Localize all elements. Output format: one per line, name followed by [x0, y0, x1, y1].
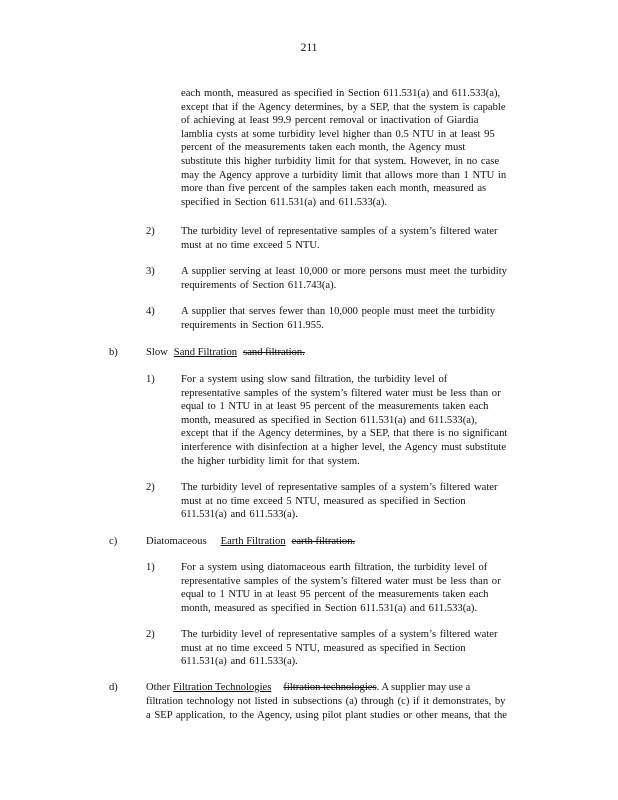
text-line: A supplier serving at least 10,000 or more persons must meet the turbidity [181, 266, 507, 277]
text-line: The turbidity level of representative samples of a system’s filtered water [181, 629, 498, 640]
heading-inserted-text: Sand Filtration [173, 347, 238, 358]
list-item [181, 561, 533, 615]
list-item [181, 225, 533, 252]
text-line: filtration technology not listed in subsections (a) through (c) if it demonstrates, by [146, 696, 506, 707]
section-heading [146, 535, 355, 549]
list-item [181, 373, 533, 468]
text-line: requirements of Section 611.743(a). [181, 279, 337, 291]
section-label: b) [109, 347, 118, 358]
text-line: must at no time exceed 5 NTU. [181, 239, 320, 251]
text-line: equal to 1 NTU in at least 95 percent of the measurements taken each [181, 589, 489, 601]
item-number: 1) [146, 374, 155, 385]
heading-text: Other [146, 682, 171, 693]
text-line: percent of the measurements taken each month, the Agency must [181, 142, 466, 154]
section-heading [146, 346, 305, 360]
section-d-paragraph [146, 695, 533, 722]
text-line: month, measured as specified in Section 611.531(a) and 611.533(a), [181, 414, 478, 426]
item-number: 1) [146, 562, 155, 573]
text-line: The turbidity level of representative samples of a system’s filtered water [181, 226, 498, 237]
text-line: of achieving at least 99.9 percent removal or inactivation of Giardia [181, 115, 479, 127]
list-item [181, 265, 533, 292]
heading-text: Slow [146, 347, 168, 358]
text-line: requirements in Section 611.955. [181, 319, 324, 331]
item-number: 3) [146, 266, 155, 277]
heading-text: Diatomaceous [146, 536, 207, 547]
text-line: each month, measured as specified in Section 611.531(a) and 611.533(a), [181, 88, 501, 99]
heading-deleted-text: filtration technologies [283, 682, 377, 693]
section-heading [146, 681, 470, 695]
text-line: For a system using diatomaceous earth filtration, the turbidity level of [181, 562, 488, 573]
section-label: c) [109, 536, 118, 547]
section-label: d) [109, 682, 118, 693]
text-line: month, measured as specified in Section 611.531(a) and 611.533(a). [181, 602, 478, 614]
heading-inserted-text: Filtration Technologies [173, 682, 272, 693]
text-line: For a system using slow sand filtration, the turbidity level of [181, 374, 448, 385]
item-number: 2) [146, 629, 155, 640]
text-line: the higher turbidity limit for that system. [181, 455, 360, 467]
text-line: The turbidity level of representative samples of a system’s filtered water [181, 482, 498, 493]
text-line: specified in Section 611.531(a) and 611.533(a). [181, 196, 388, 208]
text-line: 611.531(a) and 611.533(a). [181, 656, 298, 668]
text-line: A supplier that serves fewer than 10,000 people must meet the turbidity [181, 306, 496, 317]
heading-inserted-text: Earth Filtration [220, 536, 286, 547]
text-line: lamblia cysts at some turbidity level higher than 0.5 NTU in at least 95 [181, 128, 495, 140]
list-item [181, 628, 533, 669]
text-line: 611.531(a) and 611.533(a). [181, 509, 298, 521]
text-line: representative samples of the system’s filtered water must be less than or [181, 575, 501, 587]
text-line: may the Agency approve a turbidity limit that allows more than 1 NTU in [181, 169, 507, 181]
text-line: substitute this higher turbidity limit for that system. However, in no case [181, 155, 500, 167]
heading-deleted-text: sand filtration. [243, 347, 305, 358]
item-number: 2) [146, 226, 155, 237]
heading-tail-text: . A supplier may use a [376, 682, 471, 693]
continuation-paragraph [181, 87, 533, 209]
text-line: except that if the Agency determines, by a SEP, that there is no significant [181, 428, 508, 440]
text-line: must at no time exceed 5 NTU, measured as specified in Section [181, 495, 466, 507]
text-line: a SEP application, to the Agency, using pilot plant studies or other means, that the [146, 709, 507, 721]
list-item [181, 305, 533, 332]
heading-deleted-text: earth filtration. [291, 536, 356, 547]
page-number: 211 [300, 42, 318, 54]
text-line: interference with disinfection at a higher level, the Agency must substitute [181, 441, 507, 453]
text-line: representative samples of the system’s filtered water must be less than or [181, 387, 501, 399]
item-number: 2) [146, 482, 155, 493]
item-number: 4) [146, 306, 155, 317]
list-item [181, 481, 533, 522]
text-line: more than five percent of the samples taken each month, measured as [181, 183, 487, 195]
text-line: must at no time exceed 5 NTU, measured as specified in Section [181, 642, 466, 654]
text-line: equal to 1 NTU in at least 95 percent of the measurements taken each [181, 401, 489, 413]
text-line: except that if the Agency determines, by a SEP, that the system is capable [181, 101, 506, 113]
